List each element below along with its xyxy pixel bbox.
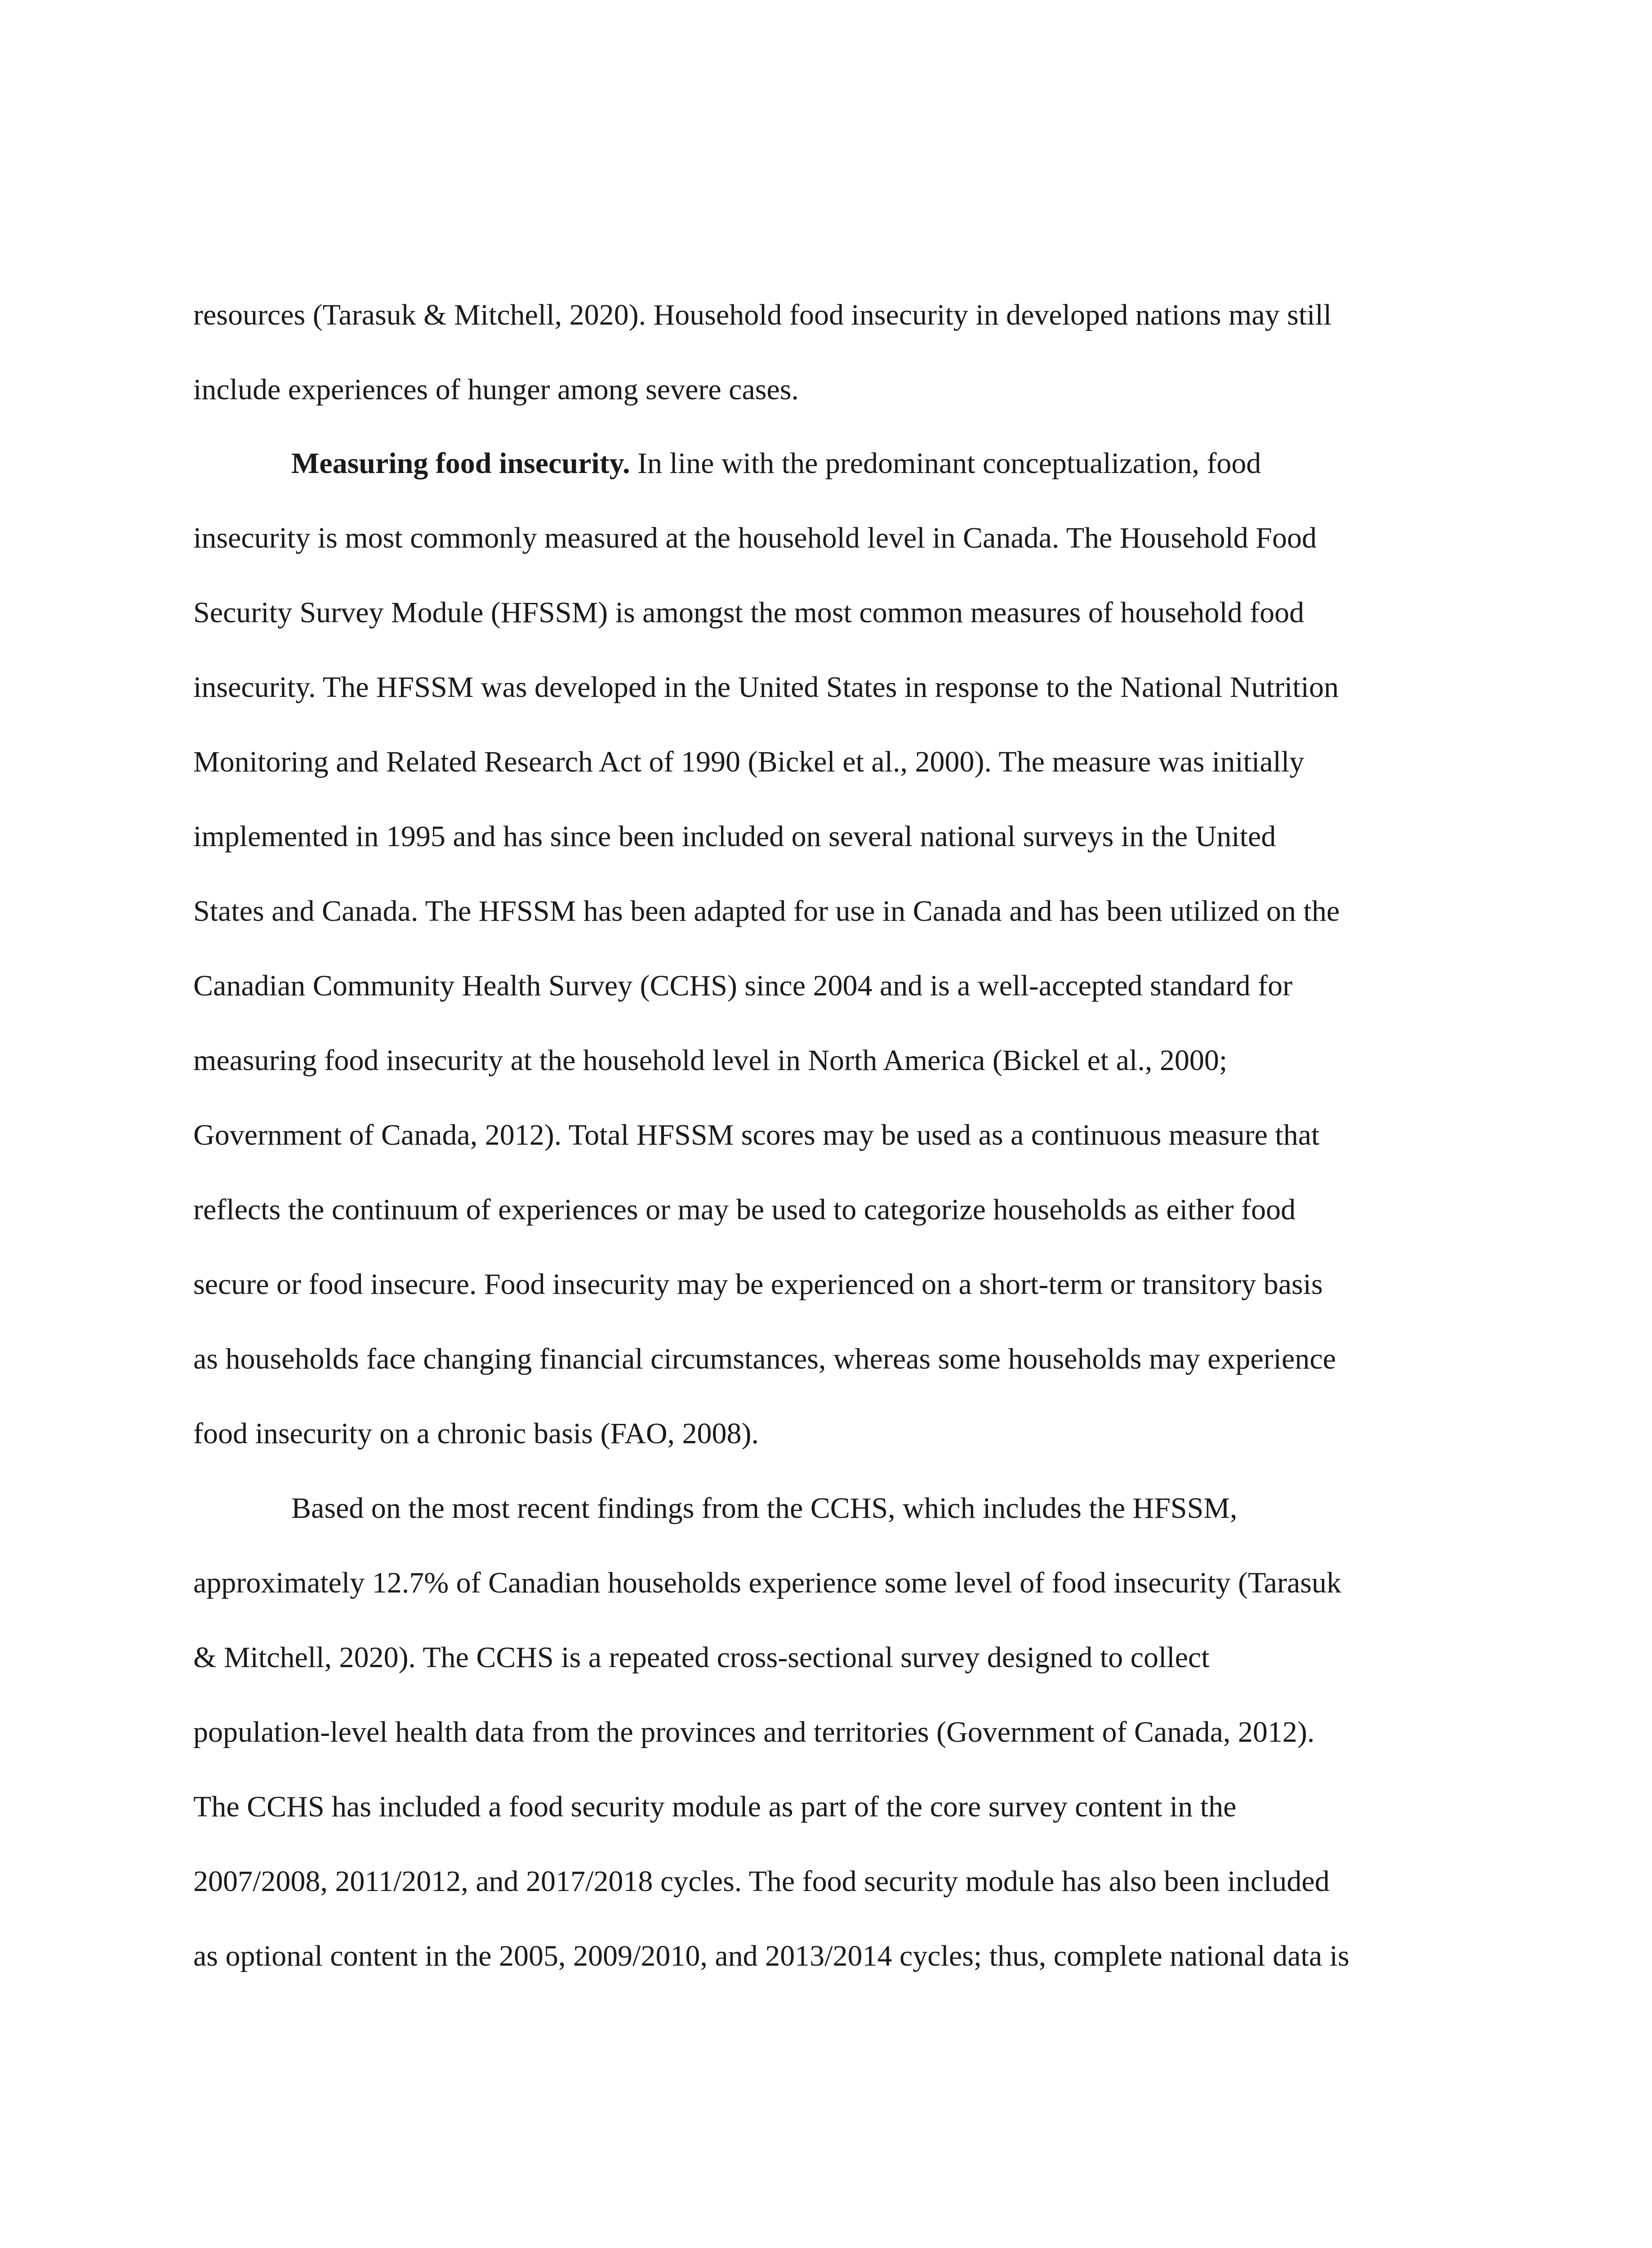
paragraph-first-line (291, 446, 1261, 482)
body-text-line: The CCHS has included a food security module as part of the core survey content in the (193, 1790, 1237, 1823)
body-text-line: reflects the continuum of experiences or may be used to categorize households as either food (193, 1193, 1296, 1226)
body-text-line: Government of Canada, 2012). Total HFSSM scores may be used as a continuous measure that (193, 1119, 1320, 1151)
body-text-line: States and Canada. The HFSSM has been adapted for use in Canada and has been utilized on the (193, 895, 1340, 928)
section-heading: Measuring food insecurity. (291, 447, 630, 480)
body-text-line: secure or food insecure. Food insecurity may be experienced on a short-term or transitory basis (193, 1268, 1323, 1301)
paragraph-first-line: Based on the most recent findings from the CCHS, which includes the HFSSM, (291, 1492, 1238, 1525)
body-text-line: insecurity. The HFSSM was developed in the United States in response to the National Nutrition (193, 671, 1339, 704)
body-text-line: as households face changing financial circumstances, whereas some households may experience (193, 1343, 1336, 1375)
body-text-line: food insecurity on a chronic basis (FAO, 2008). (193, 1417, 759, 1450)
body-text-line: population-level health data from the provinces and territories (Government of Canada, 2012). (193, 1716, 1315, 1748)
body-text-line: Security Survey Module (HFSSM) is amongst the most common measures of household food (193, 596, 1305, 629)
body-text-line: Canadian Community Health Survey (CCHS) since 2004 and is a well-accepted standard for (193, 969, 1293, 1002)
body-text-line: resources (Tarasuk & Mitchell, 2020). Household food insecurity in developed nations may still (193, 299, 1332, 331)
body-text-line: insecurity is most commonly measured at the household level in Canada. The Household Food (193, 522, 1317, 554)
body-text-line: approximately 12.7% of Canadian households experience some level of food insecurity (Tarasuk (193, 1566, 1341, 1599)
body-text-line: as optional content in the 2005, 2009/2010, and 2013/2014 cycles; thus, complete national data is (193, 1940, 1349, 1972)
body-text-line: & Mitchell, 2020). The CCHS is a repeated cross-sectional survey designed to collect (193, 1641, 1210, 1674)
body-text-line: Monitoring and Related Research Act of 1990 (Bickel et al., 2000). The measure was initially (193, 745, 1305, 778)
body-text-line: implemented in 1995 and has since been included on several national surveys in the United (193, 820, 1276, 853)
body-text-line: measuring food insecurity at the household level in North America (Bickel et al., 2000; (193, 1044, 1228, 1077)
body-text-span: In line with the predominant conceptualization, food (630, 447, 1261, 480)
body-text-line: 2007/2008, 2011/2012, and 2017/2018 cycles. The food security module has also been included (193, 1865, 1330, 1898)
body-text-line: include experiences of hunger among severe cases. (193, 373, 799, 406)
